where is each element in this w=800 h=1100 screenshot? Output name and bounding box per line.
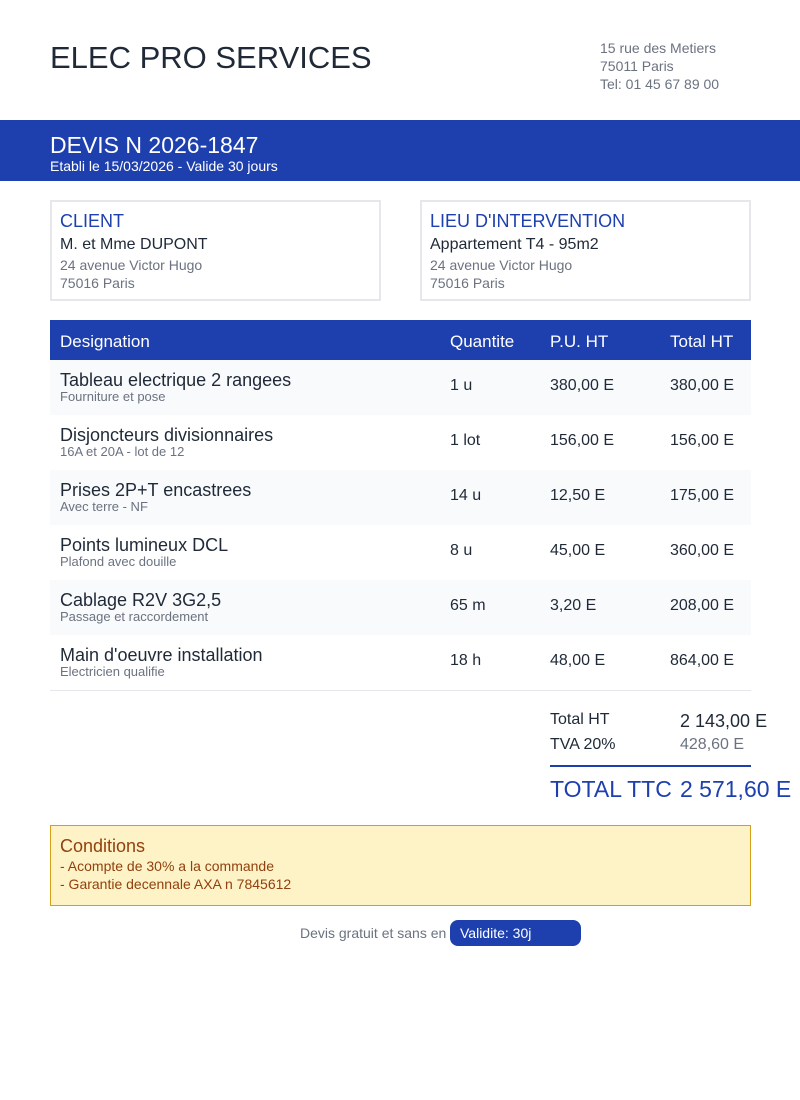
site-name: Appartement T4 - 95m2 [430, 236, 599, 253]
table-row [50, 415, 751, 470]
client-box [50, 200, 381, 301]
client-name: M. et Mme DUPONT [60, 236, 208, 253]
row-quantity: 8 u [450, 542, 473, 559]
site-address-line2: 75016 Paris [430, 275, 505, 291]
header-designation: Designation [60, 332, 150, 351]
row-unit-price: 45,00 E [550, 542, 606, 559]
row-unit-price: 156,00 E [550, 432, 615, 449]
footer-text: Devis gratuit et sans en [300, 925, 447, 941]
row-total: 208,00 E [670, 597, 735, 614]
condition-item: - Acompte de 30% a la commande [60, 858, 275, 874]
row-quantity: 18 h [450, 652, 482, 669]
row-designation: Main d'oeuvre installation [60, 645, 263, 665]
row-designation: Disjoncteurs divisionnaires [60, 425, 274, 445]
quote-number: DEVIS N 2026-1847 [50, 132, 259, 158]
header-quantity: Quantite [450, 332, 515, 351]
row-designation: Cablage R2V 3G2,5 [60, 590, 222, 610]
row-detail: Plafond avec douille [60, 554, 177, 569]
row-unit-price: 48,00 E [550, 652, 606, 669]
row-total: 156,00 E [670, 432, 735, 449]
client-title: CLIENT [60, 211, 125, 231]
quote-header-band [0, 120, 800, 181]
row-detail: Avec terre - NF [60, 499, 148, 514]
total-divider [550, 765, 751, 767]
total-ht-label: Total HT [550, 711, 610, 728]
company-name: ELEC PRO SERVICES [50, 40, 372, 75]
company-address-line: 75011 Paris [600, 58, 674, 74]
tva-value: 428,60 E [680, 736, 745, 753]
validity-badge-label: Validite: 30j [460, 925, 532, 941]
row-quantity: 14 u [450, 487, 482, 504]
table-row [50, 470, 751, 525]
company-address-line: 15 rue des Metiers [600, 40, 716, 56]
condition-item: - Garantie decennale AXA n 7845612 [60, 876, 292, 892]
table-bottom-divider [50, 690, 751, 691]
row-designation: Tableau electrique 2 rangees [60, 370, 292, 390]
row-quantity: 1 lot [450, 432, 481, 449]
site-title: LIEU D'INTERVENTION [430, 211, 626, 231]
row-total: 175,00 E [670, 487, 735, 504]
header-unit-price: P.U. HT [550, 332, 609, 351]
row-total: 380,00 E [670, 377, 735, 394]
table-row [50, 525, 751, 580]
row-detail: 16A et 20A - lot de 12 [60, 444, 185, 459]
conditions-box [50, 825, 751, 906]
row-detail: Electricien qualifie [60, 664, 165, 679]
table-row [50, 580, 751, 635]
validity-badge [450, 920, 581, 946]
row-designation: Points lumineux DCL [60, 535, 229, 555]
row-designation: Prises 2P+T encastrees [60, 480, 252, 500]
total-ht-value: 2 143,00 E [680, 711, 768, 731]
row-unit-price: 380,00 E [550, 377, 615, 394]
company-address [600, 39, 719, 93]
row-quantity: 1 u [450, 377, 473, 394]
quote-subtitle: Etabli le 15/03/2026 - Valide 30 jours [50, 158, 278, 174]
row-quantity: 65 m [450, 597, 486, 614]
client-address-line2: 75016 Paris [60, 275, 135, 291]
conditions-title: Conditions [60, 836, 146, 856]
table-row [50, 635, 751, 690]
row-total: 360,00 E [670, 542, 735, 559]
total-ttc-label: TOTAL TTC [550, 776, 672, 802]
table-header [50, 320, 751, 360]
site-box [420, 200, 751, 301]
header-total: Total HT [670, 332, 734, 351]
row-unit-price: 12,50 E [550, 487, 606, 504]
client-address-line1: 24 avenue Victor Hugo [60, 257, 203, 273]
row-total: 864,00 E [670, 652, 735, 669]
site-address-line1: 24 avenue Victor Hugo [430, 257, 573, 273]
row-detail: Fourniture et pose [60, 389, 166, 404]
row-unit-price: 3,20 E [550, 597, 597, 614]
total-ttc-value: 2 571,60 E [680, 776, 792, 802]
tva-label: TVA 20% [550, 736, 616, 753]
company-phone: Tel: 01 45 67 89 00 [600, 76, 720, 92]
table-row [50, 360, 751, 415]
row-detail: Passage et raccordement [60, 609, 209, 624]
